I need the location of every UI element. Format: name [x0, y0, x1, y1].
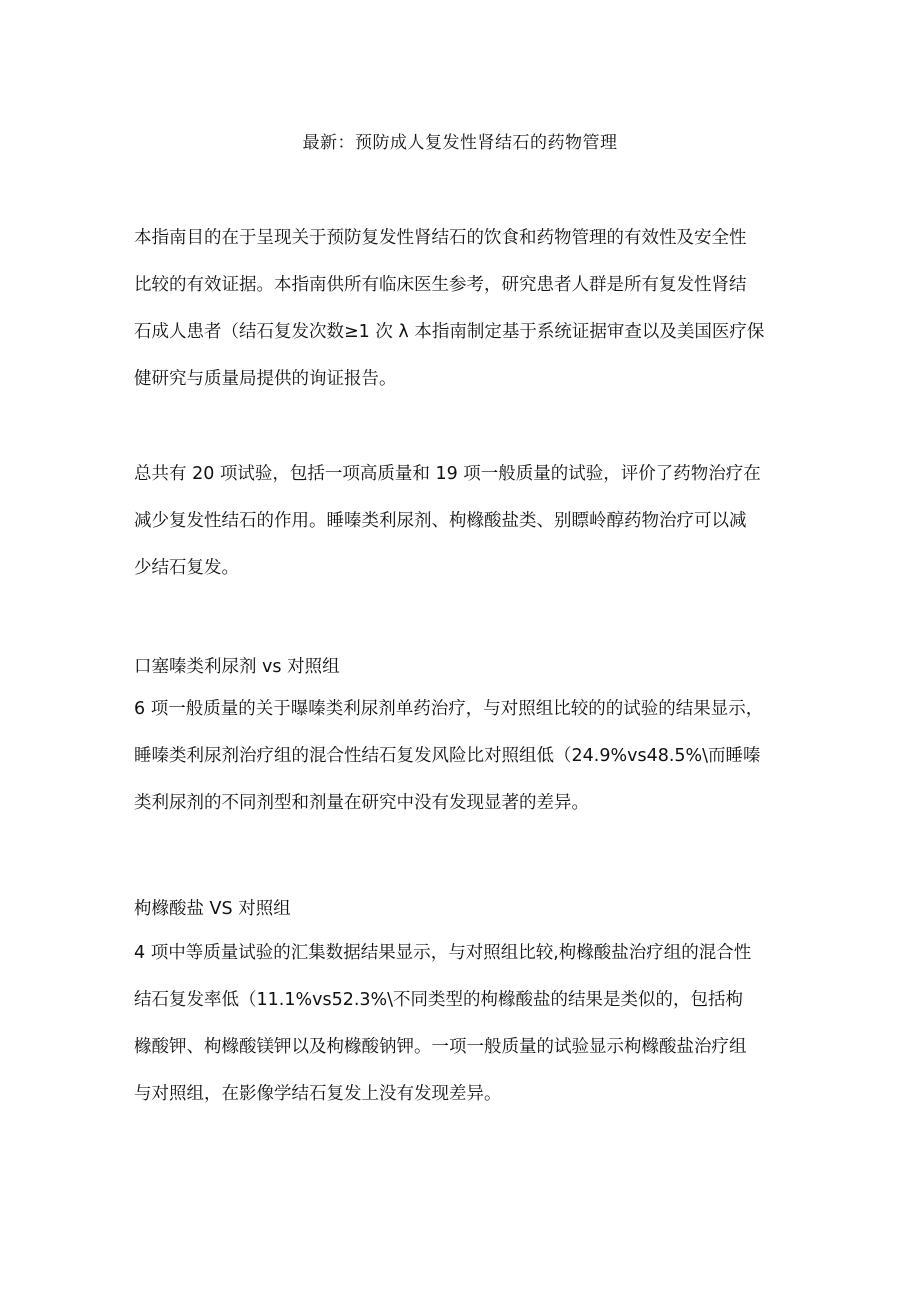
- thiazide-paragraph: [134, 686, 794, 827]
- citrate-paragraph: [134, 930, 794, 1118]
- document-title: 最新：预防成人复发性肾结石的药物管理: [302, 133, 618, 153]
- paragraph-line: 石成人患者（结石复发次数≥1 次 λ 本指南制定基于系统证据审查以及美国医疗保: [134, 322, 765, 342]
- paragraph-line: 少结石复发。: [134, 558, 239, 578]
- paragraph-line: 健研究与质量局提供的询证报告。: [134, 369, 397, 389]
- paragraph-line: 比较的有效证据。本指南供所有临床医生参考，研究患者人群是所有复发性肾结: [134, 275, 747, 295]
- section-heading-citrate: 枸橼酸盐 VS 对照组: [134, 899, 291, 919]
- intro-paragraph: [134, 215, 794, 403]
- paragraph-line: 结石复发率低（11.1%vs52.3%\不同类型的枸橼酸盐的结果是类似的，包括枸: [134, 990, 744, 1010]
- paragraph-line: 减少复发性结石的作用。睡嗪类利尿剂、枸橼酸盐类、别瞟岭醇药物治疗可以减: [134, 511, 747, 531]
- section-heading-thiazide: 口塞嗪类利尿剂 vs 对照组: [134, 657, 340, 677]
- summary-paragraph: [134, 451, 794, 592]
- paragraph-line: 类利尿剂的不同剂型和剂量在研究中没有发现显著的差异。: [134, 793, 589, 813]
- paragraph-line: 总共有 20 项试验，包括一项高质量和 19 项一般质量的试验，评价了药物治疗在: [134, 464, 761, 484]
- paragraph-line: 6 项一般质量的关于曝嗪类利尿剂单药治疗，与对照组比较的的试验的结果显示，: [134, 699, 764, 719]
- paragraph-line: 与对照组，在影像学结石复发上没有发现差异。: [134, 1084, 502, 1104]
- paragraph-line: 本指南目的在于呈现关于预防复发性肾结石的饮食和药物管理的有效性及安全性: [134, 228, 747, 248]
- paragraph-line: 4 项中等质量试验的汇集数据结果显示，与对照组比较,枸橼酸盐治疗组的混合性: [134, 943, 752, 963]
- paragraph-line: 睡嗪类利尿剂治疗组的混合性结石复发风险比对照组低（24.9%vs48.5%\而睡嗪: [134, 746, 761, 766]
- paragraph-line: 橼酸钾、枸橼酸镁钾以及枸橼酸钠钾。一项一般质量的试验显示枸橼酸盐治疗组: [134, 1037, 747, 1057]
